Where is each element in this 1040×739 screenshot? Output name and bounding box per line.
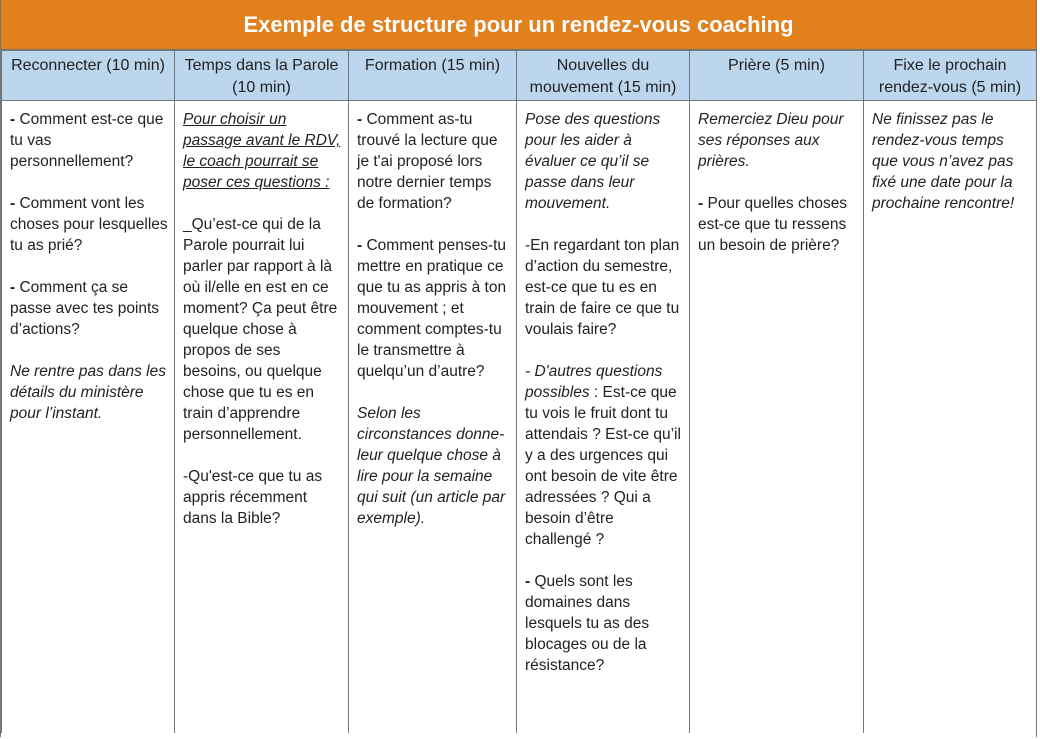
italic-intro: Remerciez Dieu pour ses réponses aux prières. <box>698 111 844 170</box>
cell-temps-parole <box>175 101 349 733</box>
header-row <box>2 51 1037 101</box>
bullet-prefix: - <box>525 573 531 590</box>
bullet-prefix: - <box>10 111 16 128</box>
paragraph-text: Comment est-ce que tu vas personnellement? <box>10 111 164 170</box>
bullet-prefix: - <box>357 237 363 254</box>
paragraph-text: Comment ça se passe avec tes points d’actions? <box>10 279 160 338</box>
document-title: Exemple de structure pour un rendez-vous coaching <box>1 0 1036 50</box>
header-formation: Formation (15 min) <box>349 51 517 101</box>
cell-formation <box>349 101 517 733</box>
paragraph-text: : Est-ce que tu vois le fruit dont tu attendais ? Est-ce qu’il y a des urgences qui ont besoin de vite être adressées ? Qui a besoin d’être challengé ? <box>525 384 681 548</box>
paragraph-text: Comment penses-tu mettre en pratique ce que tu as appris à ton mouvement ; et comment comptes-tu le transmettre à quelqu’un d’autre? <box>357 237 507 380</box>
italic-note: Selon les circonstances donne-leur quelque chose à lire pour la semaine qui suit (un article par exemple). <box>357 405 506 527</box>
cell-prochain-rdv <box>864 101 1037 733</box>
content-row <box>2 101 1037 733</box>
cell-nouvelles <box>517 101 690 733</box>
paragraph <box>10 277 168 340</box>
header-nouvelles: Nouvelles du mouvement (15 min) <box>517 51 690 101</box>
bullet-prefix: - <box>357 111 363 128</box>
paragraph-text: Comment as-tu trouvé la lecture que je t'ai proposé lors notre dernier temps de formation? <box>357 111 498 212</box>
bullet-prefix: - <box>10 279 16 296</box>
cell-reconnecter <box>2 101 175 733</box>
italic-note: Ne finissez pas le rendez-vous temps que vous n’avez pas fixé une date pour la prochaine rencontre! <box>872 111 1015 212</box>
paragraph <box>10 193 168 256</box>
header-reconnecter: Reconnecter (10 min) <box>2 51 175 101</box>
cell-priere <box>690 101 864 733</box>
paragraph <box>525 571 683 676</box>
bullet-prefix: - <box>698 195 704 212</box>
italic-lead: - D'autres questions possibles <box>525 363 663 401</box>
paragraph <box>10 109 168 172</box>
header-prochain-rdv: Fixe le prochain rendez-vous (5 min) <box>864 51 1037 101</box>
coaching-table <box>1 50 1037 733</box>
paragraph <box>357 235 510 382</box>
italic-underlined-intro: Pour choisir un passage avant le RDV, le coach pourrait se poser ces questions : <box>183 111 341 191</box>
paragraph: -En regardant ton plan d’action du semestre, est-ce que tu es en train de faire ce que tu voulais faire? <box>525 237 680 338</box>
bullet-prefix: - <box>10 195 16 212</box>
paragraph: _Qu’est-ce qui de la Parole pourrait lui parler par rapport à là où il/elle en est en ce moment? Ça peut être quelque chose à propos de ses besoins, ou quelque chose que tu es en train d’apprendre personnellement. <box>183 216 338 443</box>
italic-intro: Pose des questions pour les aider à évaluer ce qu’il se passe dans leur mouvement. <box>525 111 661 212</box>
paragraph <box>525 361 683 550</box>
paragraph-text: Quels sont les domaines dans lesquels tu as des blocages ou de la résistance? <box>525 573 650 674</box>
paragraph: -Qu'est-ce que tu as appris récemment dans la Bible? <box>183 468 323 527</box>
paragraph <box>357 109 510 214</box>
italic-note: Ne rentre pas dans les détails du ministère pour l’instant. <box>10 363 166 422</box>
header-priere: Prière (5 min) <box>690 51 864 101</box>
paragraph-text: Pour quelles choses est-ce que tu ressens un besoin de prière? <box>698 195 848 254</box>
header-temps-parole: Temps dans la Parole (10 min) <box>175 51 349 101</box>
paragraph-text: Comment vont les choses pour lesquelles tu as prié? <box>10 195 168 254</box>
paragraph <box>698 193 857 256</box>
